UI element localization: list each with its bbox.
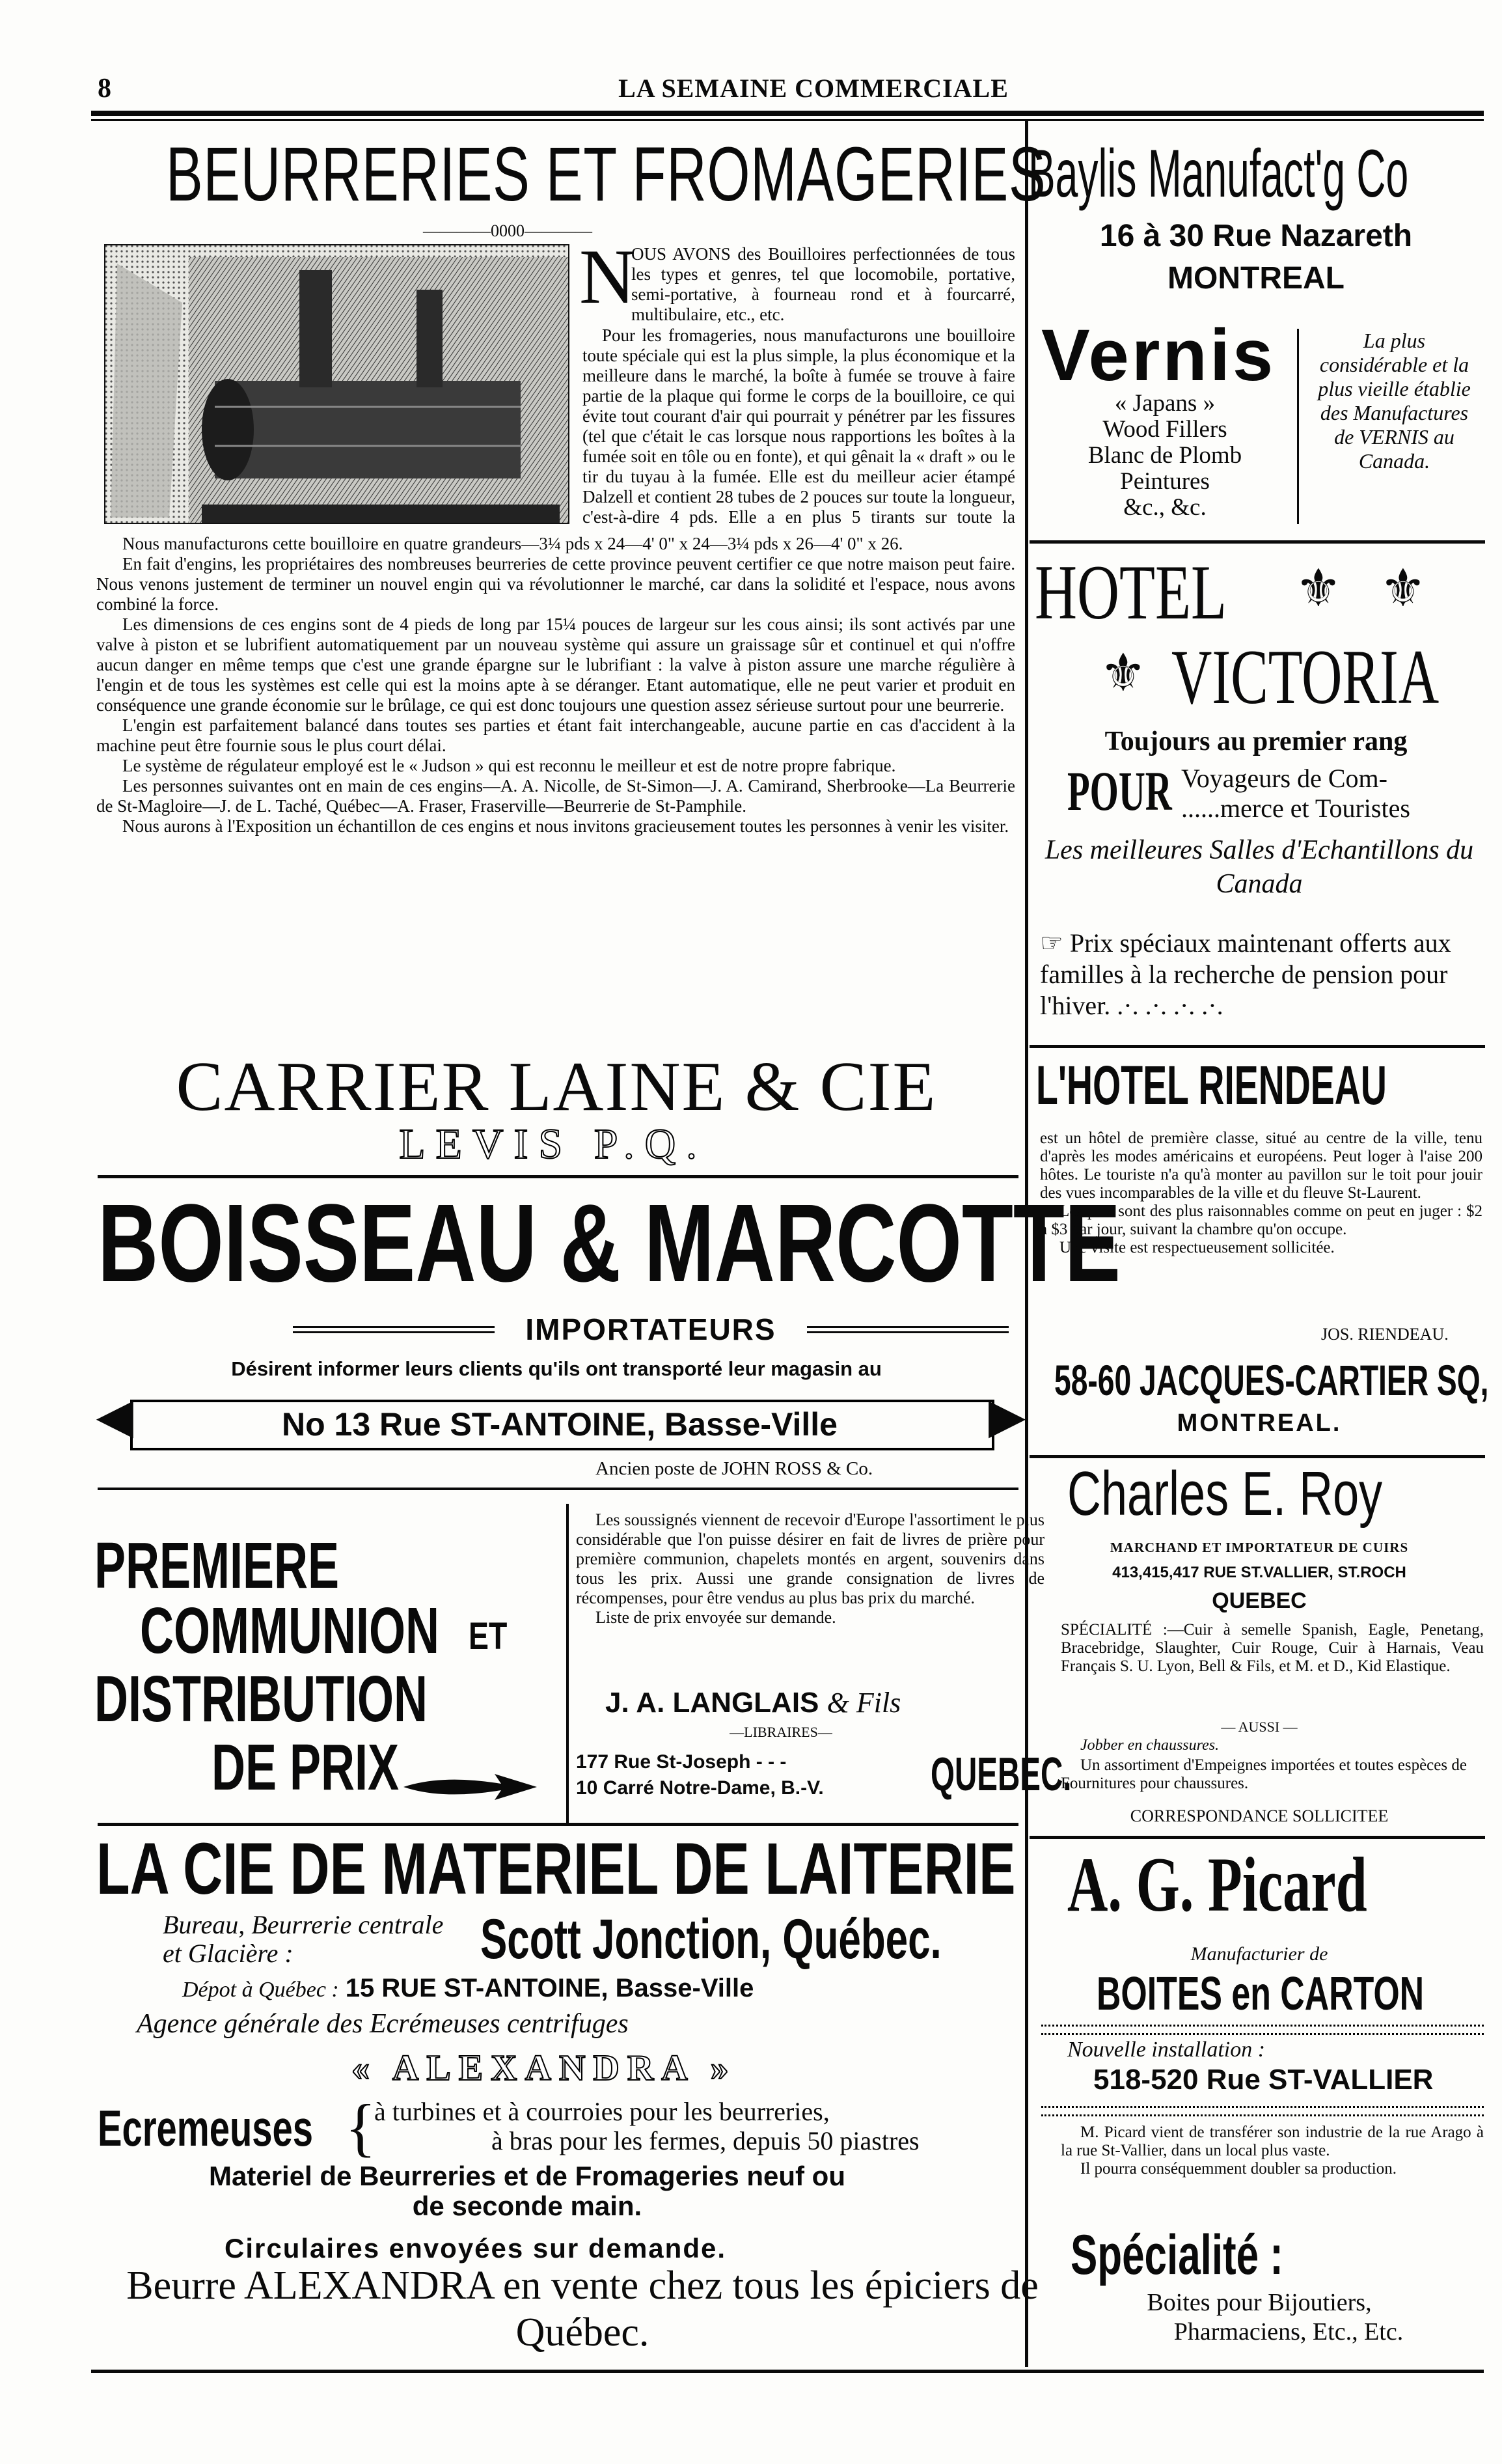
baylis-items <box>1041 391 1289 521</box>
beurreries-p2-block <box>582 325 1015 527</box>
journal-title: LA SEMAINE COMMERCIALE <box>618 74 1009 103</box>
picard-name: A. G. Picard <box>1067 1841 1367 1928</box>
roy-jobber: Jobber en chaussures. <box>1080 1737 1220 1754</box>
boisseau-rule <box>98 1488 1018 1490</box>
laiterie-agence: Agence générale des Ecrémeuses centrifuges <box>137 2009 629 2039</box>
boisseau-address: No 13 Rue ST-ANTOINE, Basse-Ville <box>282 1406 838 1443</box>
laiterie-depot-line <box>182 1973 754 2003</box>
langlais-address-1: 177 Rue St-Joseph - - - <box>576 1751 787 1773</box>
baylis-side-rule <box>1297 329 1299 524</box>
riendeau-address: 58-60 JACQUES-CARTIER SQ, <box>1054 1356 1489 1404</box>
roy-city: QUEBEC <box>1212 1588 1307 1613</box>
riendeau-title: L'HOTEL RIENDEAU <box>1036 1055 1387 1116</box>
para-6: L'engin est parfaitement balancé dans toutes ses parties et étant fait interchangeable, aucune partie en cas d'accident à la machine peut être fournie sous le plus court délai. <box>96 715 1015 755</box>
communion-divider <box>566 1504 569 1823</box>
baylis-side-text: La plus considérable et la plus vieille établie des Manufactures de VERNIS au Canada. <box>1318 329 1471 473</box>
riendeau-rule <box>1030 1455 1485 1458</box>
baylis-name: Baylis Manufact'g Co <box>1028 136 1409 212</box>
laiterie-bureau: Bureau, Beurrerie centrale et Glacière : <box>163 1910 444 1968</box>
laiterie-alexandra: « ALEXANDRA » <box>351 2048 737 2088</box>
roy-aussi: — AUSSI — <box>1221 1719 1298 1735</box>
importateurs-rule-left <box>293 1326 495 1328</box>
communion-price-list: Liste de prix envoyée sur demande. <box>595 1608 836 1627</box>
roy-role: MARCHAND ET IMPORTATEUR DE CUIRS <box>1110 1540 1409 1555</box>
victoria-rank: Toujours au premier rang <box>1104 727 1408 756</box>
carrier-name: CARRIER LAINE & CIE <box>176 1048 937 1126</box>
roy-assortiment: Un assortiment d'Empeignes importées et toutes espèces de Fournitures pour chaussures. <box>1061 1756 1467 1792</box>
beurreries-body <box>96 534 1015 837</box>
pointing-arrow-icon <box>403 1771 540 1803</box>
importateurs-rule-left-2 <box>293 1331 495 1333</box>
arrow-left-icon: ◀ <box>98 1391 133 1441</box>
bottom-rule <box>91 2370 1484 2373</box>
laiterie-place: Scott Jonction, Québec. <box>480 1908 942 1971</box>
arrow-right-icon: ▶ <box>989 1391 1024 1441</box>
pointing-hand-icon: ☞ <box>1040 929 1063 958</box>
beurreries-title: BEURRERIES ET FROMAGERIES <box>166 132 1046 217</box>
picard-notice-text: M. Picard vient de transférer son industrie de la rue Arago à la rue St-Vallier, dans un local plus vaste. <box>1061 2124 1484 2159</box>
langlais-libraires: —LIBRAIRES— <box>730 1724 832 1740</box>
baylis-item-5: &c., &c. <box>1123 494 1207 521</box>
ornament: ————0000———— <box>423 221 592 240</box>
picard-special-2: Pharmaciens, Etc., Etc. <box>1173 2318 1404 2346</box>
header-rule-thin <box>91 119 1484 121</box>
laiterie-beurre: Beurre ALEXANDRA en vente chez tous les épiciers de Québec. <box>126 2263 1039 2355</box>
roy-specialite: SPÉCIALITÉ :—Cuir à semelle Spanish, Eagle, Penetang, Bracebridge, Slaughter, Cuir Rouge, Cuir à Harnais, Veau Français S. U. Lyon, Bell & Fils, et M. et D., Kid Elastique. <box>1061 1621 1484 1675</box>
victoria-hotel: HOTEL <box>1035 549 1227 635</box>
victoria-visitors-1: Voyageurs de Com- <box>1181 764 1387 793</box>
riendeau-text <box>1040 1129 1482 1257</box>
picard-special-1: Boites pour Bijoutiers, <box>1147 2289 1372 2316</box>
victoria-visitors-2: ......merce et Touristes <box>1181 794 1410 823</box>
para-3: Nous manufacturons cette bouilloire en quatre grandeurs—3¼ pds x 24—4' 0" x 24—3¼ pds x 26—4' 0" x 26. <box>122 534 903 553</box>
langlais-city: QUEBEC. <box>931 1749 1072 1801</box>
fleur-de-lis-icon: ⚜ <box>1100 645 1147 702</box>
laiterie-title: LA CIE DE MATERIEL DE LAITERIE <box>96 1828 1016 1909</box>
communion-rule <box>98 1823 1018 1826</box>
communion-line-2: COMMUNION <box>140 1594 439 1667</box>
importateurs-label: IMPORTATEURS <box>525 1312 776 1346</box>
communion-line-1: PREMIERE <box>94 1529 340 1602</box>
riendeau-city: MONTREAL. <box>1177 1409 1342 1437</box>
carrier-city: LEVIS P.Q. <box>399 1120 707 1168</box>
picard-divider-ornament-2 <box>1041 2106 1484 2116</box>
picard-divider-ornament <box>1041 2025 1484 2035</box>
boiler-engraving <box>104 244 569 524</box>
importateurs-rule-right <box>807 1326 1009 1328</box>
baylis-item-1: « Japans » <box>1114 390 1216 417</box>
communion-line-4: DE PRIX <box>212 1731 400 1804</box>
roy-name: Charles E. Roy <box>1067 1459 1383 1529</box>
para-1: OUS AVONS des Bouilloires perfectionnées de tous les types et genres, tel que locomobile, portative, semi-portative, à fourneau rond et à fourcarré, multibulaire, etc., etc. <box>631 244 1015 324</box>
para-8: Les personnes suivantes ont en main de ces engins—A. A. Nicolle, de St-Simon—J. A. Camirand, Sherbrooke—La Beurrerie de St-Magloire—J. de L. Taché, Québec—A. Fraser, Fraserville—Beurrerie de St-Pamphile. <box>96 776 1015 816</box>
laiterie-depot-label: Dépot à Québec : <box>182 1978 339 2002</box>
victoria-prix-text: Prix spéciaux maintenant offerts aux familles à la recherche de pension pour l'hiver. .·. .·. .·. .·. <box>1040 928 1451 1020</box>
baylis-item-4: Peintures <box>1120 468 1210 495</box>
fleur-de-lis-icon: ⚜ <box>1380 561 1427 618</box>
victoria-pour: POUR <box>1067 760 1172 822</box>
riendeau-description: est un hôtel de première classe, situé au centre de la ville, tenu d'après les modes américains et européens. Peut loger à l'aise 200 hôtes. Le touriste n'a qu'à monter au pavillon sur le toit pour jouir des vues incomparables de la ville et du fleuve St-Laurent. <box>1040 1129 1482 1202</box>
laiterie-depot: 15 RUE ST-ANTOINE, Basse-Ville <box>345 1974 754 2002</box>
roy-rule <box>1030 1836 1485 1839</box>
para-9: Nous aurons à l'Exposition un échantillon de ces engins et nous invitons gracieusement toutes les personnes à venir les visiter. <box>122 816 1009 836</box>
communion-description: Les soussignés viennent de recevoir d'Europe l'assortiment le plus considérable que l'on puisse désirer en fait de livres de prière pour première communion, chapelets montés en argent, souvenirs dans tous les prix. Aussi une grande consignation de livres de récompenses, pour être vendus au plus bas prix du marché. <box>576 1510 1045 1607</box>
communion-line-3: DISTRIBUTION <box>94 1663 428 1736</box>
carrier-rule <box>98 1175 1018 1178</box>
riendeau-prices: Les prix sont des plus raisonnables comme on peut en juger : $2 à $3 par jour, suivant la chambre qu'on occupe. <box>1040 1202 1482 1238</box>
para-4: En fait d'engins, les propriétaires des nombreuses beurreries de cette province peuvent certifier ce que notre maison peut faire. Nous venons justement de terminer un nouvel engin qui va révolutionner le marché, car dans la solidité et l'espace, nous avons combiné la force. <box>96 554 1015 614</box>
laiterie-option-1: à turbines et à courroies pour les beurreries, <box>374 2097 830 2126</box>
langlais-firm <box>605 1686 901 1719</box>
roy-address: 413,415,417 RUE ST.VALLIER, ST.ROCH <box>1112 1564 1406 1581</box>
para-7: Le système de régulateur employé est le « Judson » qui est reconnu le meilleur et est de notre propre fabrique. <box>122 756 896 775</box>
picard-notice <box>1061 2124 1484 2178</box>
boisseau-former: Ancien poste de JOHN ROSS & Co. <box>595 1458 873 1479</box>
riendeau-visit: Une visite est respectueusement sollicitée. <box>1059 1239 1335 1256</box>
picard-manufacturier: Manufacturier de <box>1190 1943 1328 1965</box>
victoria-name: VICTORIA <box>1171 633 1440 720</box>
laiterie-option-2: à bras pour les fermes, depuis 50 piastres <box>491 2126 920 2155</box>
page-number: 8 <box>98 74 111 104</box>
victoria-rule <box>1030 1045 1485 1048</box>
beurreries-intro <box>631 244 1015 325</box>
picard-address: 518-520 Rue ST-VALLIER <box>1093 2064 1434 2096</box>
laiterie-circulaires: Circulaires envoyées sur demande. <box>225 2233 726 2263</box>
victoria-salles: Les meilleures Salles d'Echantillons du Canada <box>1045 835 1474 899</box>
victoria-prix <box>1040 928 1482 1021</box>
baylis-rule <box>1030 540 1485 544</box>
laiterie-materiel: Materiel de Beurreries et de Fromageries neuf ou de seconde main. <box>209 2161 845 2221</box>
picard-specialite: Spécialité : <box>1071 2224 1283 2286</box>
picard-notice-text-2: Il pourra conséquemment doubler sa production. <box>1080 2160 1397 2178</box>
fleur-de-lis-icon: ⚜ <box>1295 561 1342 618</box>
langlais-suffix: & Fils <box>826 1687 901 1719</box>
riendeau-signature: JOS. RIENDEAU. <box>1321 1325 1449 1344</box>
roy-correspondance: CORRESPONDANCE SOLLICITEE <box>1130 1806 1389 1825</box>
baylis-city: MONTREAL <box>1167 261 1345 296</box>
picard-install: Nouvelle installation : <box>1067 2038 1266 2062</box>
boisseau-name: BOISSEAU & MARCOTTE <box>98 1182 1121 1305</box>
communion-et: ET <box>469 1615 508 1657</box>
picard-boites: BOITES en CARTON <box>1097 1968 1425 2020</box>
communion-text <box>576 1510 1045 1627</box>
baylis-address: 16 à 30 Rue Nazareth <box>1099 219 1413 253</box>
langlais-name: J. A. LANGLAIS <box>605 1687 819 1719</box>
para-2-head: Pour les fromageries, nous manufacturons une bouilloire toute spéciale qui est la plus simple, la plus économique et la meilleure dans le marché, la boîte à fumée se trouve à faire partie de la plaque qui forme le corps de la bouilloire, ce qui évite tout courant d'air qui pourrait y pénétrer par les fissures (tel que c'était le cas lorsque nous rapportions les boîtes à la fumée soit en tôle ou en fonte), et qui gênait la « draft » ou le tir du tuyau à la fumée. Elle est du meilleur acier étampé Dalzell et contient 28 tubes de 2 pouces sur toute la longueur, c'est-à-dire 4 pds. Elle a en plus 5 tirants sur toute la <box>582 325 1015 527</box>
drop-cap: N <box>579 233 636 320</box>
brace-icon: { <box>345 2091 376 2163</box>
importateurs-rule-right-2 <box>807 1331 1009 1333</box>
baylis-vernis: Vernis <box>1041 314 1276 396</box>
boisseau-notice: Désirent informer leurs clients qu'ils ont transporté leur magasin au <box>231 1357 882 1380</box>
para-5: Les dimensions de ces engins sont de 4 pieds de long par 15¼ pouces de largeur sur les cous ainsi; ils sont activés par une valve à piston et se lubrifient automatiquement par un nouveau système qui assure un graissage sûr et continuel et qui n'offre aucun danger en même temps que c'est une grande épargne sur le lubrifiant : la valve à piston assure une marche régulière à l'engin et de tous les systèmes est celle qui est la moins apte à se déranger. Etant automatique, elle ne peut varier et produit en conséquence une grande économie sur le brûlage, ce qui est donc toujours une question assez sérieuse surtout pour une beurrerie. <box>96 615 1015 715</box>
baylis-item-2: Wood Fillers <box>1102 416 1227 443</box>
laiterie-ecremeuses: Ecremeuses <box>98 2099 313 2157</box>
header-rule <box>91 111 1484 116</box>
baylis-item-3: Blanc de Plomb <box>1087 442 1242 469</box>
langlais-address-2: 10 Carré Notre-Dame, B.-V. <box>576 1777 824 1799</box>
